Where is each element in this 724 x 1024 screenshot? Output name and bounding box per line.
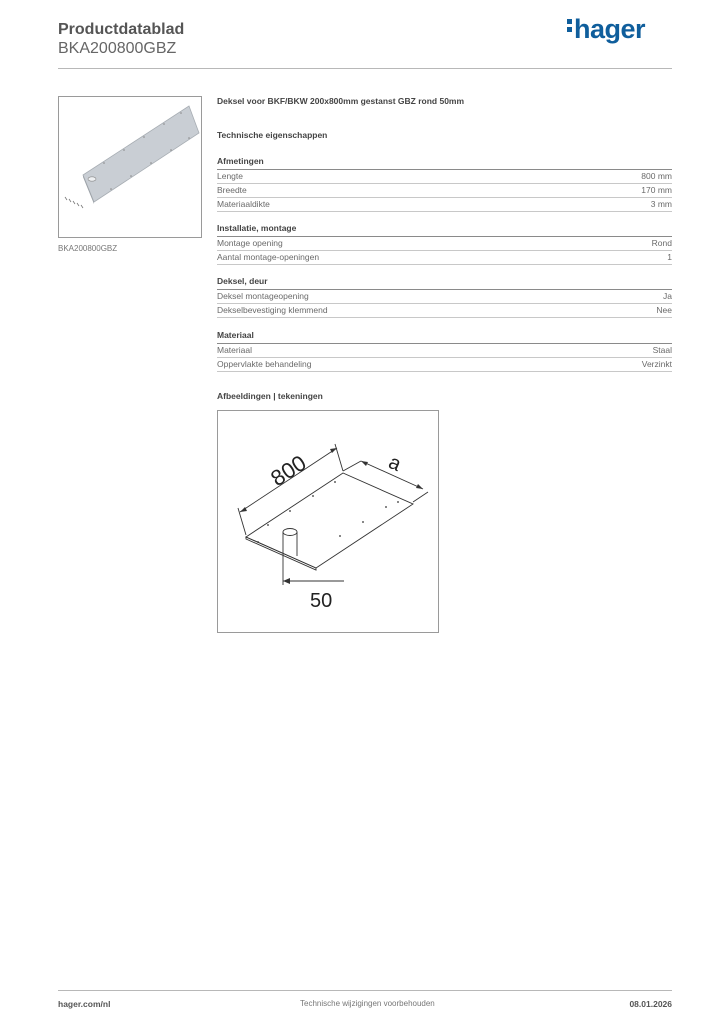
header-divider: [58, 68, 672, 69]
cover-plate-photo: [59, 97, 201, 237]
footer-website: hager.com/nl: [58, 999, 111, 1009]
spec-label: Dekselbevestiging klemmend: [217, 305, 328, 315]
spec-value: Ja: [663, 291, 672, 301]
spec-group-cover: [217, 276, 672, 318]
spec-label: Oppervlakte behandeling: [217, 359, 312, 369]
product-title: Deksel voor BKF/BKW 200x800mm gestanst GBZ rond 50mm: [217, 96, 465, 106]
specs-heading: Technische eigenschappen: [217, 130, 328, 140]
logo-text: hager: [574, 14, 646, 44]
spec-label: Montage opening: [217, 238, 283, 248]
spec-group-installation: [217, 223, 672, 265]
document-title: Productdatablad: [58, 21, 185, 38]
spec-label: Materiaal: [217, 345, 252, 355]
spec-row: [217, 304, 672, 318]
image-caption: BKA200800GBZ: [58, 244, 118, 253]
drawings-heading: Afbeeldingen | tekeningen: [217, 391, 323, 401]
dim-length-label: 800: [266, 450, 311, 492]
product-image: [58, 96, 202, 238]
spec-label: Deksel montageopening: [217, 291, 309, 301]
hager-logo: [567, 14, 645, 45]
spec-row: [217, 184, 672, 198]
spec-group-title: Materiaal: [217, 330, 672, 344]
spec-label: Materiaaldikte: [217, 199, 270, 209]
spec-row: [217, 344, 672, 358]
spec-row: [217, 358, 672, 372]
product-code: BKA200800GBZ: [58, 40, 177, 57]
spec-group-title: Installatie, montage: [217, 223, 672, 237]
spec-group-title: Afmetingen: [217, 156, 672, 170]
spec-row: [217, 251, 672, 265]
spec-group-dimensions: [217, 156, 672, 212]
spec-label: Breedte: [217, 185, 247, 195]
spec-value: Verzinkt: [641, 359, 672, 369]
spec-value: 800 mm: [641, 171, 672, 181]
dim-width-label: a: [385, 451, 405, 476]
spec-row: [217, 170, 672, 184]
spec-row: [217, 198, 672, 212]
spec-value: 1: [667, 252, 672, 262]
spec-group-title: Deksel, deur: [217, 276, 672, 290]
spec-value: Nee: [656, 305, 672, 315]
spec-label: Lengte: [217, 171, 243, 181]
spec-row: [217, 290, 672, 304]
footer-date: 08.01.2026: [629, 999, 672, 1009]
dimension-drawing: [218, 411, 438, 632]
dim-hole-label: 50: [310, 590, 333, 612]
spec-group-material: [217, 330, 672, 372]
spec-value: 170 mm: [641, 185, 672, 195]
spec-value: Rond: [651, 238, 672, 248]
spec-value: Staal: [652, 345, 672, 355]
spec-row: [217, 237, 672, 251]
spec-label: Aantal montage-openingen: [217, 252, 320, 262]
technical-drawing: [217, 410, 439, 633]
spec-value: 3 mm: [650, 199, 672, 209]
footer-notice: Technische wijzigingen voorbehouden: [300, 999, 435, 1008]
logo-colon-icon: [567, 16, 574, 35]
footer-divider: [58, 990, 672, 991]
